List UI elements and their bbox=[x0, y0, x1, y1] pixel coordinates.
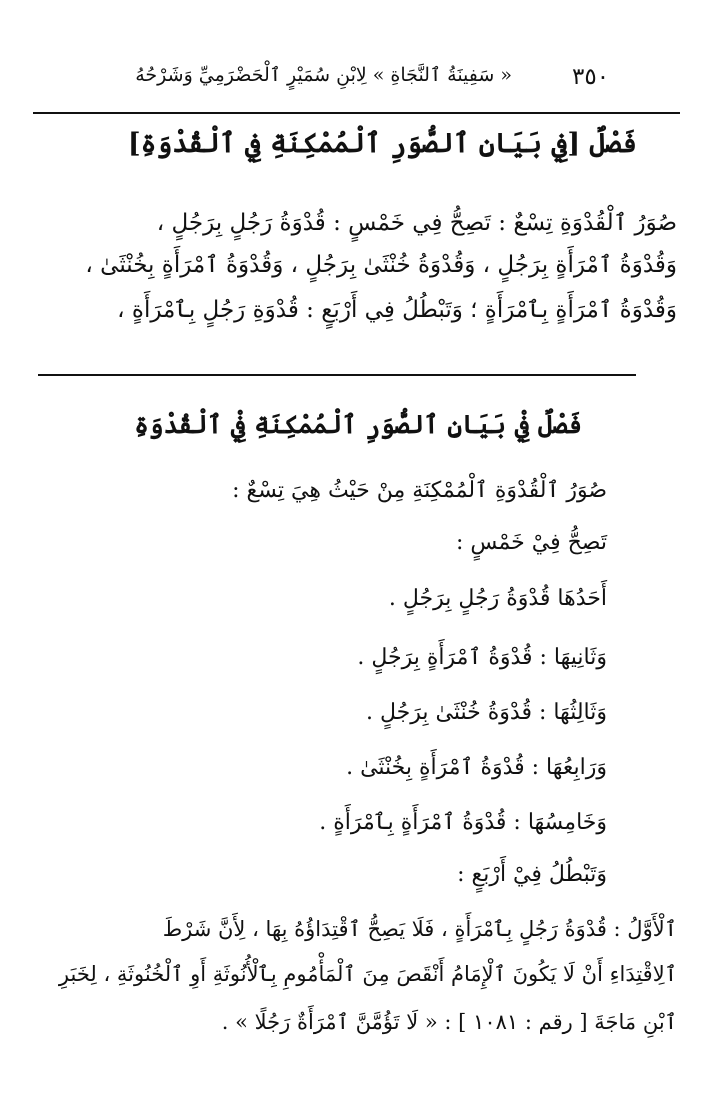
sharh-line: وَثَالِثُهَا : قُدْوَةُ خُنْثَىٰ بِرَجُلٍ . bbox=[366, 700, 607, 725]
matn-line: وَقُدْوَةُ ٱمْرَأَةٍ بِٱمْرَأَةٍ ؛ وَتَبْطُلُ فِي أَرْبَعٍ : قُدْوَةِ رَجُلٍ بِٱمْرَأَةٍ ، bbox=[117, 297, 677, 323]
sharh-paragraph-line: ٱلِاقْتِدَاءِ أَنْ لَا يَكُونَ ٱلْإِمَامُ أَنْقَصَ مِنَ ٱلْمَأْمُومِ بِٱلْأُنُوثَةِ أَوِ ٱلْخُنُوثَةِ ، لِخَبَرِ bbox=[58, 962, 677, 986]
matn-line: وَقُدْوَةُ ٱمْرَأَةٍ بِرَجُلٍ ، وَقُدْوَةُ خُنْثَىٰ بِرَجُلٍ ، وَقُدْوَةُ ٱمْرَأَةٍ بِخُنْثَىٰ ، bbox=[85, 252, 677, 278]
page-header bbox=[30, 62, 672, 102]
matn-section-title: فَصْلٌ [فِي بَيَانِ ٱلصُّوَرِ ٱلْمُمْكِنَةِ فِي ٱلْقُدْوَةِ] bbox=[127, 128, 637, 159]
header-rule bbox=[33, 112, 680, 114]
sharh-line: تَصِحُّ فِيْ خَمْسٍ : bbox=[455, 530, 607, 555]
sharh-line: صُوَرُ ٱلْقُدْوَةِ ٱلْمُمْكِنَةِ مِنْ حَيْثُ هِيَ تِسْعٌ : bbox=[232, 478, 607, 503]
sharh-line: وَرَابِعُهَا : قُدْوَةُ ٱمْرَأَةٍ بِخُنْثَىٰ . bbox=[346, 755, 607, 780]
sharh-paragraph-line: ٱلْأَوَّلُ : قُدْوَةُ رَجُلٍ بِٱمْرَأَةٍ ، فَلَا يَصِحُّ ٱقْتِدَاؤُهُ بِهَا ، لِأَنَّ شَرْطَ bbox=[162, 917, 677, 941]
sharh-line: وَخَامِسُهَا : قُدْوَةُ ٱمْرَأَةٍ بِٱمْرَأَةٍ . bbox=[319, 810, 607, 835]
sharh-line: وَثَانِيهَا : قُدْوَةُ ٱمْرَأَةٍ بِرَجُلٍ . bbox=[357, 645, 607, 670]
page-number: ٣٥٠ bbox=[572, 64, 610, 90]
sharh-section-title: فَصْلٌ فِيْ بَيَانِ ٱلصُّوَرِ ٱلْمُمْكِنَةِ فِيْ ٱلْقُدْوَةِ bbox=[134, 410, 582, 439]
sharh-paragraph-line: ٱبْنِ مَاجَةَ [ رقم : ١٠٨١ ] : « لَا تَؤُمَّنَّ ٱمْرَأَةٌ رَجُلًا » . bbox=[221, 1010, 677, 1034]
sharh-line: أَحَدُهَا قُدْوَةُ رَجُلٍ بِرَجُلٍ . bbox=[388, 586, 607, 611]
sharh-line: وَتَبْطُلُ فِيْ أَرْبَعٍ : bbox=[457, 862, 607, 887]
section-divider bbox=[38, 374, 636, 376]
matn-line: صُوَرُ ٱلْقُدْوَةِ تِسْعٌ : تَصِحُّ فِي خَمْسٍ : قُدْوَةُ رَجُلٍ بِرَجُلٍ ، bbox=[156, 210, 677, 236]
running-title: « سَفِينَةُ ٱلنَّجَاةِ » لِابْنِ سُمَيْرٍ ٱلْحَضْرَمِيِّ وَشَرْحُهُ bbox=[135, 64, 512, 86]
